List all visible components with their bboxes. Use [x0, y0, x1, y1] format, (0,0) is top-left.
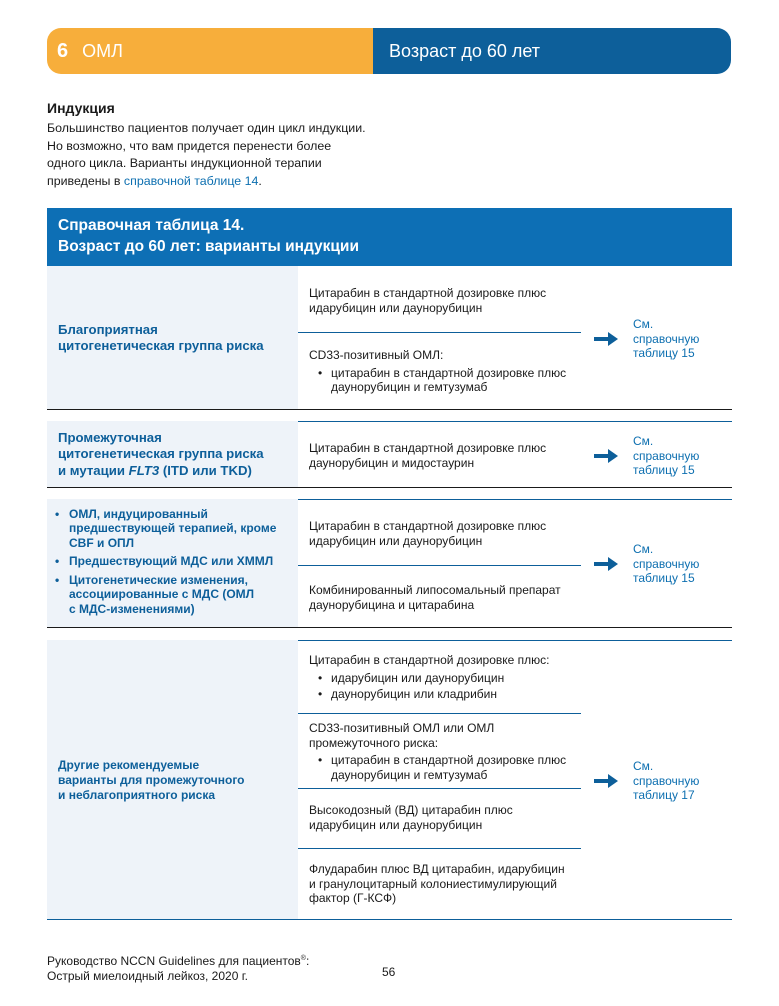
footer-span: :	[305, 954, 310, 968]
option-line: даунорубицина и цитарабина	[309, 597, 475, 612]
footer-citation	[47, 951, 309, 984]
see-table-15[interactable]	[633, 317, 713, 361]
see-table-15[interactable]	[633, 542, 713, 586]
row-label-line: Промежуточная	[58, 429, 162, 445]
row-label-line	[58, 463, 264, 480]
see-line: справочную	[633, 331, 700, 346]
section-number: 6	[57, 39, 69, 62]
row-bottom-border	[47, 409, 732, 410]
treatment-option	[309, 519, 581, 548]
row-label-line: варианты для промежуточного	[58, 772, 245, 787]
see-line: См.	[633, 317, 654, 331]
intro-text-span: приведены в	[47, 173, 124, 188]
see-line: таблицу 15	[633, 571, 695, 585]
section-tab	[47, 28, 373, 74]
label-gene-italic: FLT3	[128, 462, 160, 478]
option-line: и гранулоцитарный колониестимулирующий	[309, 876, 557, 891]
option-bullet	[309, 753, 581, 782]
label-bullet	[55, 507, 276, 551]
label-span: и мутации	[58, 462, 129, 478]
treatment-option	[309, 441, 581, 470]
arrow-right-icon	[594, 332, 618, 346]
option-line: Флударабин плюс ВД цитарабин, идарубицин	[309, 862, 565, 876]
table-14-link[interactable]: справочной таблице 14	[123, 173, 259, 188]
option-line: промежуточного риска:	[309, 735, 439, 750]
option-divider	[298, 713, 581, 714]
option-bullet: • даунорубицин или кладрибин	[309, 687, 581, 702]
option-bullet: • идарубицин или даунорубицин	[309, 671, 581, 686]
see-line: См.	[633, 542, 654, 556]
option-line: CD33-позитивный ОМЛ:	[309, 348, 444, 362]
label-span: (ITD или TKD)	[159, 462, 252, 478]
section-header	[47, 28, 731, 74]
option-divider	[298, 332, 581, 333]
intro-line: одного цикла. Варианты индукционной терапии	[47, 156, 322, 170]
intro-line: Большинство пациентов получает один цикл индукции.	[47, 121, 366, 135]
row-label	[47, 640, 298, 920]
arrow-right-icon	[594, 449, 618, 463]
see-table-17[interactable]	[633, 759, 713, 803]
see-line: таблицу 15	[633, 463, 695, 477]
row-label	[47, 421, 298, 488]
bullet-line: цитарабин в стандартной дозировке плюс	[331, 365, 567, 380]
option-divider	[298, 565, 581, 566]
bullet-line: с МДС-изменениями)	[69, 601, 195, 616]
bullet-line: цитарабин в стандартной дозировке плюс	[331, 753, 567, 767]
intro-text	[47, 120, 387, 190]
bullet-line: даунорубицин и гемтузумаб	[331, 767, 488, 782]
bullet-line: Предшествующий МДС или ХММЛ	[69, 554, 274, 569]
see-line: таблицу 17	[633, 788, 695, 802]
treatment-option	[309, 583, 581, 612]
see-line: См.	[633, 434, 654, 448]
option-line: Цитарабин в стандартной дозировке плюс:	[309, 653, 550, 667]
option-line: идарубицин или даунорубицин	[309, 533, 483, 548]
table-title-line: Справочная таблица 14.	[58, 217, 245, 234]
option-line: Цитарабин в стандартной дозировке плюс	[309, 441, 547, 455]
treatment-option	[309, 348, 581, 397]
section-name: ОМЛ	[82, 40, 123, 61]
option-line: Комбинированный липосомальный препарат	[309, 583, 561, 597]
option-line: Цитарабин в стандартной дозировке плюс	[309, 519, 547, 533]
footer-span: Руководство NCCN Guidelines для пациентов	[47, 954, 301, 968]
option-line: Цитарабин в стандартной дозировке плюс	[309, 286, 547, 300]
label-bullet	[55, 573, 276, 617]
bullet-line: даунорубицин и гемтузумаб	[331, 380, 488, 394]
treatment-option	[309, 803, 581, 832]
see-line: См.	[633, 759, 654, 773]
option-line: CD33-позитивный ОМЛ или ОМЛ	[309, 721, 495, 735]
option-line: даунорубицин и мидостаурин	[309, 455, 475, 470]
row-bottom-border	[47, 487, 732, 488]
intro-title: Индукция	[47, 100, 115, 116]
treatment-option	[309, 653, 581, 704]
see-line: справочную	[633, 773, 700, 788]
arrow-right-icon	[594, 774, 618, 788]
row-label-line: цитогенетическая группа риска	[58, 446, 264, 462]
see-line: справочную	[633, 556, 700, 571]
registered-mark: ®	[300, 955, 306, 962]
bullet-line: Цитогенетические изменения,	[69, 572, 248, 587]
treatment-option	[309, 862, 581, 906]
row-label-line: и неблагоприятного риска	[58, 787, 216, 802]
intro-text-span: .	[258, 173, 262, 188]
intro-line	[47, 173, 387, 191]
bullet-line: ОМЛ, индуцированный	[69, 506, 208, 521]
row-bottom-border	[47, 919, 732, 920]
table-row-intermediate-flt3	[47, 421, 732, 488]
option-divider	[298, 788, 581, 789]
arrow-right-icon	[594, 557, 618, 571]
page-number: 56	[382, 965, 396, 979]
option-line: идарубицин или даунорубицин	[309, 300, 483, 315]
table-title	[47, 208, 732, 266]
option-line: Высокодозный (ВД) цитарабин плюс	[309, 803, 513, 817]
option-bullet	[309, 366, 581, 395]
see-table-15[interactable]	[633, 434, 713, 478]
footer-line	[47, 951, 309, 969]
bullet-line: предшествующей терапией, кроме	[69, 521, 277, 536]
bullet-line: ассоциированные с МДС (ОМЛ	[69, 587, 255, 602]
table-title-line: Возраст до 60 лет: варианты индукции	[58, 238, 359, 255]
table-row-other-options	[47, 640, 732, 920]
see-line: справочную	[633, 448, 700, 463]
intro-line: Но возможно, что вам придется перенести более	[47, 138, 332, 153]
section-subtitle: Возраст до 60 лет	[373, 28, 731, 74]
option-divider	[298, 848, 581, 849]
row-label-line: Благоприятная	[58, 321, 158, 337]
row-label-line: Другие рекомендуемые	[58, 757, 200, 772]
table-row-favorable	[47, 266, 732, 410]
option-line: фактор (Г-КСФ)	[309, 891, 397, 905]
row-label	[47, 266, 298, 410]
treatment-option	[309, 721, 581, 784]
footer-line: Острый миелоидный лейкоз, 2020 г.	[47, 969, 248, 983]
row-bottom-border	[47, 627, 732, 628]
treatment-option	[309, 286, 581, 315]
label-bullet	[55, 554, 276, 569]
row-label-line: цитогенетическая группа риска	[58, 338, 264, 353]
row-label	[47, 499, 298, 628]
bullet-line: CBF и ОПЛ	[69, 535, 135, 550]
option-line: идарубицин или даунорубицин	[309, 817, 483, 832]
see-line: таблицу 15	[633, 346, 695, 360]
table-row-secondary-aml	[47, 499, 732, 628]
